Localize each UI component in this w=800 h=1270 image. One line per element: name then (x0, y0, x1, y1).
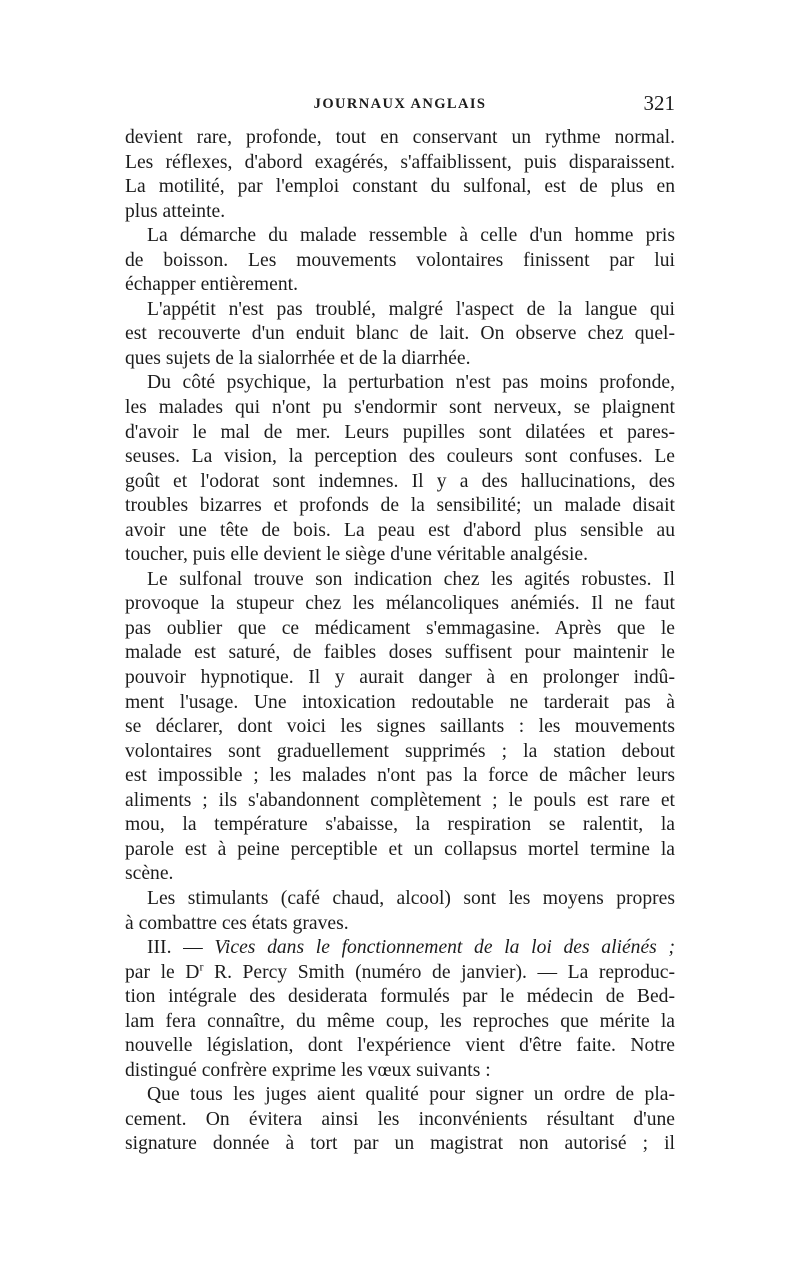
text-line: provoque la stupeur chez les mélancoliques anémiés. Il ne faut (125, 593, 675, 615)
article-title: Vices dans le fonctionnement de la loi des aliénés ; (214, 937, 675, 959)
text-line: plus atteinte. (125, 200, 226, 222)
section-number: III. — (147, 937, 215, 959)
section-heading-line (125, 936, 675, 961)
text-line: avoir une tête de bois. La peau est d'abord plus sensible au (125, 519, 675, 541)
text-line: tion intégrale des desiderata formulés par le médecin de Bed- (125, 986, 675, 1008)
text-line: Le sulfonal trouve son indication chez les agités robustes. Il (147, 568, 675, 590)
text-line: ques sujets de la sialorrhée et de la diarrhée. (125, 347, 471, 369)
text-line: est impossible ; les malades n'ont pas la force de mâcher leurs (125, 765, 675, 787)
text-line: malade est saturé, de faibles doses suffisent pour maintenir le (125, 642, 675, 664)
text-line (125, 961, 675, 986)
text-line: pas oublier que ce médicament s'emmagasine. Après que le (125, 617, 675, 639)
text-line: échapper entièrement. (125, 274, 298, 296)
text-line: mou, la température s'abaisse, la respiration se ralentit, la (125, 814, 675, 836)
text-line: seuses. La vision, la perception des couleurs sont confuses. Le (125, 446, 675, 468)
text-line: Du côté psychique, la perturbation n'est pas moins profonde, (147, 372, 675, 394)
text-line: toucher, puis elle devient le siège d'une véritable analgésie. (125, 544, 589, 566)
text-line: d'avoir le mal de mer. Leurs pupilles sont dilatées et pares- (125, 421, 675, 443)
text-line: nouvelle législation, dont l'expérience vient d'être faite. Notre (125, 1035, 675, 1057)
page-number: 321 (643, 91, 675, 115)
text-line: Les stimulants (café chaud, alcool) sont les moyens propres (147, 887, 675, 909)
body-text (125, 126, 675, 1157)
text-line: La motilité, par l'emploi constant du sulfonal, est de plus en (125, 176, 675, 198)
text-line: de boisson. Les mouvements volontaires finissent par lui (125, 249, 675, 271)
text-line: signature donnée à tort par un magistrat non autorisé ; il (125, 1133, 675, 1155)
text-line: Les réflexes, d'abord exagérés, s'affaiblissent, puis disparaissent. (125, 151, 675, 173)
text-line: est recouverte d'un enduit blanc de lait. On observe chez quel- (125, 323, 675, 345)
text-line: troubles bizarres et profonds de la sensibilité; un malade disait (125, 495, 675, 517)
text-line: Que tous les juges aient qualité pour signer un ordre de pla- (147, 1084, 675, 1106)
text-line: cement. On évitera ainsi les inconvénients résultant d'une (125, 1108, 675, 1130)
text-span: par le D (125, 961, 200, 983)
text-line: les malades qui n'ont pu s'endormir sont nerveux, se plaignent (125, 397, 675, 419)
superscript: r (199, 959, 204, 974)
text-line: devient rare, profonde, tout en conservant un rythme normal. (125, 127, 675, 148)
text-line: parole est à peine perceptible et un collapsus mortel termine la (125, 838, 675, 860)
text-line: volontaires sont graduellement supprimés ; la station debout (125, 740, 675, 762)
text-line: scène. (125, 863, 174, 885)
text-line: aliments ; ils s'abandonnent complètement ; le pouls est rare et (125, 789, 675, 811)
text-line: à combattre ces états graves. (125, 912, 349, 934)
text-line: La démarche du malade ressemble à celle d'un homme pris (147, 225, 675, 247)
text-line: distingué confrère exprime les vœux suivants : (125, 1059, 491, 1081)
text-line: lam fera connaître, du même coup, les reproches que mérite la (125, 1010, 675, 1032)
text-line: pouvoir hypnotique. Il y aurait danger à en prolonger indû- (125, 667, 675, 689)
page-header (125, 91, 675, 120)
text-span: R. Percy Smith (numéro de janvier). — La reproduc- (203, 961, 675, 983)
text-line: ment l'usage. Une intoxication redoutable ne tarderait pas à (125, 691, 675, 713)
text-line: se déclarer, dont voici les signes saillants : les mouvements (125, 716, 675, 738)
text-line: goût et l'odorat sont indemnes. Il y a des hallucinations, des (125, 470, 675, 492)
running-head: JOURNAUX ANGLAIS (313, 96, 487, 112)
text-line: L'appétit n'est pas troublé, malgré l'aspect de la langue qui (147, 298, 675, 320)
